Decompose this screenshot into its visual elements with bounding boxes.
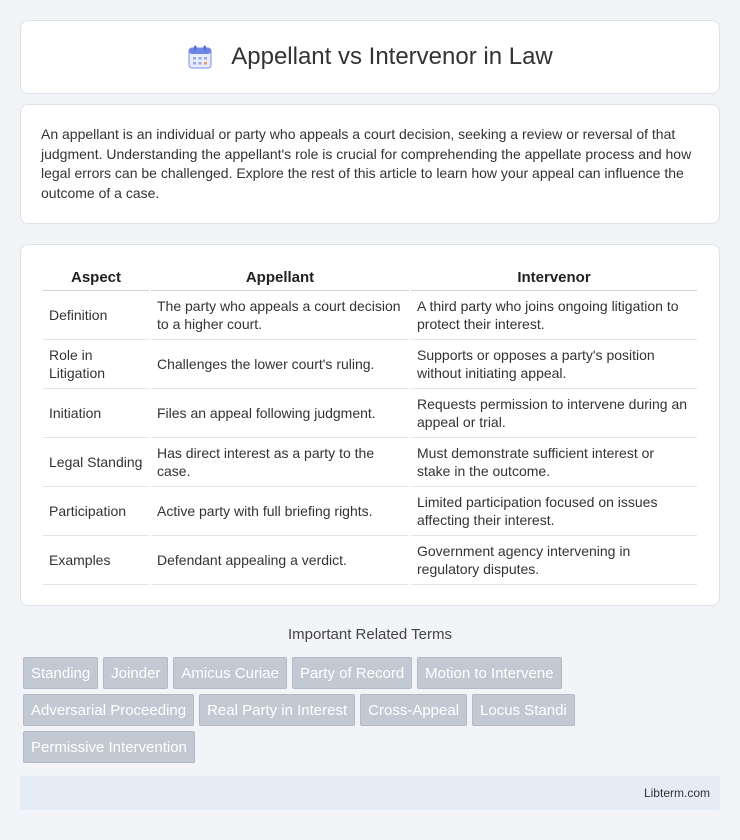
table-cell: Has direct interest as a party to the case. (151, 438, 409, 487)
column-header-aspect: Aspect (43, 265, 149, 291)
tag-joinder[interactable]: Joinder (103, 657, 168, 689)
table-cell: Challenges the lower court's ruling. (151, 340, 409, 389)
intro-text: An appellant is an individual or party who appeals a court decision, seeking a review or reversal of that judgment. Understanding the appellant's role is crucial for comprehending the appellate process and how legal errors can be challenged. Explore the rest of this article to learn how your appeal can influence the outcome of a case. (41, 126, 692, 201)
table-cell: Legal Standing (43, 438, 149, 487)
intro-card (20, 104, 720, 224)
table-row (43, 487, 697, 536)
table-cell: Government agency intervening in regulatory disputes. (411, 536, 697, 585)
table-cell: Defendant appealing a verdict. (151, 536, 409, 585)
table-cell: Role in Litigation (43, 340, 149, 389)
comparison-table-card (20, 244, 720, 606)
table-row (43, 438, 697, 487)
table-cell: Files an appeal following judgment. (151, 389, 409, 438)
calendar-icon (187, 44, 213, 70)
tag-party-of-record[interactable]: Party of Record (292, 657, 412, 689)
table-row (43, 536, 697, 585)
page-title: Appellant vs Intervenor in Law (231, 43, 553, 70)
table-header-row (43, 265, 697, 291)
table-cell: Examples (43, 536, 149, 585)
table-cell: Must demonstrate sufficient interest or stake in the outcome. (411, 438, 697, 487)
tag-motion-to-intervene[interactable]: Motion to Intervene (417, 657, 561, 689)
table-cell: Participation (43, 487, 149, 536)
table-row (43, 291, 697, 340)
table-cell: Limited participation focused on issues affecting their interest. (411, 487, 697, 536)
related-terms-tags (23, 657, 703, 768)
tag-adversarial-proceeding[interactable]: Adversarial Proceeding (23, 694, 194, 726)
related-terms-title: Important Related Terms (288, 626, 452, 643)
footer-site-link[interactable]: Libterm.com (643, 786, 710, 800)
table-cell: Active party with full briefing rights. (151, 487, 409, 536)
table-cell: A third party who joins ongoing litigation to protect their interest. (411, 291, 697, 340)
tag-locus-standi[interactable]: Locus Standi (472, 694, 575, 726)
table-row (43, 389, 697, 438)
column-header-intervenor: Intervenor (411, 265, 697, 291)
tag-standing[interactable]: Standing (23, 657, 98, 689)
header-card (20, 20, 720, 94)
footer (20, 776, 720, 810)
tag-amicus-curiae[interactable]: Amicus Curiae (173, 657, 287, 689)
table-cell: Supports or opposes a party's position without initiating appeal. (411, 340, 697, 389)
tag-cross-appeal[interactable]: Cross-Appeal (360, 694, 467, 726)
table-cell: Initiation (43, 389, 149, 438)
tag-real-party-in-interest[interactable]: Real Party in Interest (199, 694, 355, 726)
tag-permissive-intervention[interactable]: Permissive Intervention (23, 731, 195, 763)
column-header-appellant: Appellant (151, 265, 409, 291)
table-cell: Requests permission to intervene during an appeal or trial. (411, 389, 697, 438)
table-cell: Definition (43, 291, 149, 340)
table-row (43, 340, 697, 389)
comparison-table (41, 265, 699, 585)
table-cell: The party who appeals a court decision to a higher court. (151, 291, 409, 340)
